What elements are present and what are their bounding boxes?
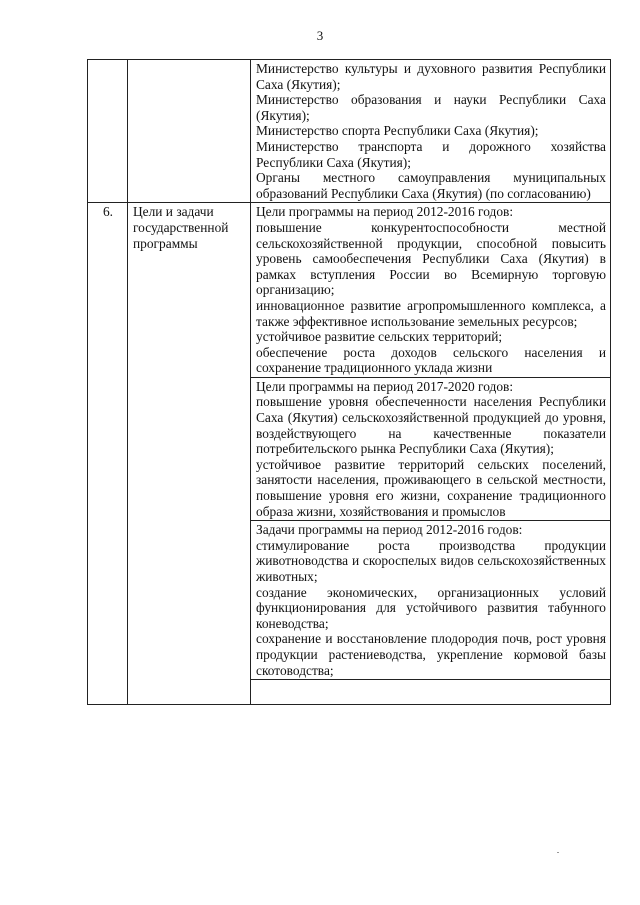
- paragraph: Министерство спорта Республики Саха (Якутия);: [256, 123, 539, 139]
- tasks-2012-2016-cell: [251, 521, 611, 680]
- paragraph: Министерство образования и науки Республики Саха (Якутия);: [256, 92, 606, 123]
- paragraph: обеспечение роста доходов сельского населения и сохранение традиционного уклада жизни: [256, 344, 606, 376]
- paragraph: инновационное развитие агропромышленного комплекса, а также эффективное использование земельных ресурсов;: [256, 297, 606, 329]
- row-label-cell: [128, 680, 251, 705]
- goals-2017-2020-cell: [251, 377, 611, 520]
- scan-speck: [557, 852, 559, 853]
- row-content-cell: [251, 60, 611, 203]
- paragraph: Министерство культуры и духовного развития Республики Саха (Якутия);: [256, 61, 606, 92]
- paragraph: устойчивое развитие территорий сельских поселений, занятости населения, проживающего в сельской местности, повышение уровня его жизни, сохранение традиционного образа жизни, хозяйствования и промыслов: [256, 456, 606, 519]
- row-content-cell: [251, 680, 611, 705]
- paragraph: создание экономических, организационных условий функционирования для устойчивого развития табунного коневодства;: [256, 584, 606, 631]
- paragraph: повышение уровня обеспеченности населения Республики Саха (Якутия) сельскохозяйственной продукцией до уровня, воздействующего на качественные показатели потребительского рынка Республики Саха (Якутия);: [256, 394, 606, 457]
- paragraph: повышение конкурентоспособности местной сельскохозяйственной продукции, способной повысить уровень самообеспечения Республики Саха (Якутия) в рамках вступления России во Всемирную торговую организацию;: [256, 219, 606, 298]
- row-number-cell: [88, 680, 128, 705]
- row-number-cell: 6.: [88, 203, 128, 680]
- row-number-cell: [88, 60, 128, 203]
- paragraph: Органы местного самоуправления муниципальных образований Республики Саха (Якутия) (по согласованию): [256, 170, 606, 201]
- program-passport-table: [87, 59, 611, 705]
- table-row-continued: [88, 60, 611, 203]
- page-number: 3: [316, 28, 324, 43]
- table-row-tail: [88, 680, 611, 705]
- paragraph: Министерство транспорта и дорожного хозяйства Республики Саха (Якутия);: [256, 138, 606, 170]
- paragraph: стимулирование роста производства продукции животноводства и скороспелых видов сельскохозяйственных животных;: [256, 537, 606, 584]
- block-heading: Цели программы на период 2012-2016 годов:: [256, 204, 514, 220]
- goals-2012-2016-cell: [251, 203, 611, 378]
- row-label-cell: Цели и задачи государственной программы: [128, 203, 251, 680]
- paragraph: сохранение и восстановление плодородия почв, рост уровня продукции растениеводства, укрепление кормовой базы скотоводства;: [256, 631, 606, 678]
- row-label-cell: [128, 60, 251, 203]
- block-heading: Цели программы на период 2017-2020 годов:: [256, 378, 514, 394]
- paragraph: устойчивое развитие сельских территорий;: [256, 329, 503, 345]
- table-row-6: [88, 203, 611, 378]
- block-heading: Задачи программы на период 2012-2016 годов:: [256, 522, 523, 538]
